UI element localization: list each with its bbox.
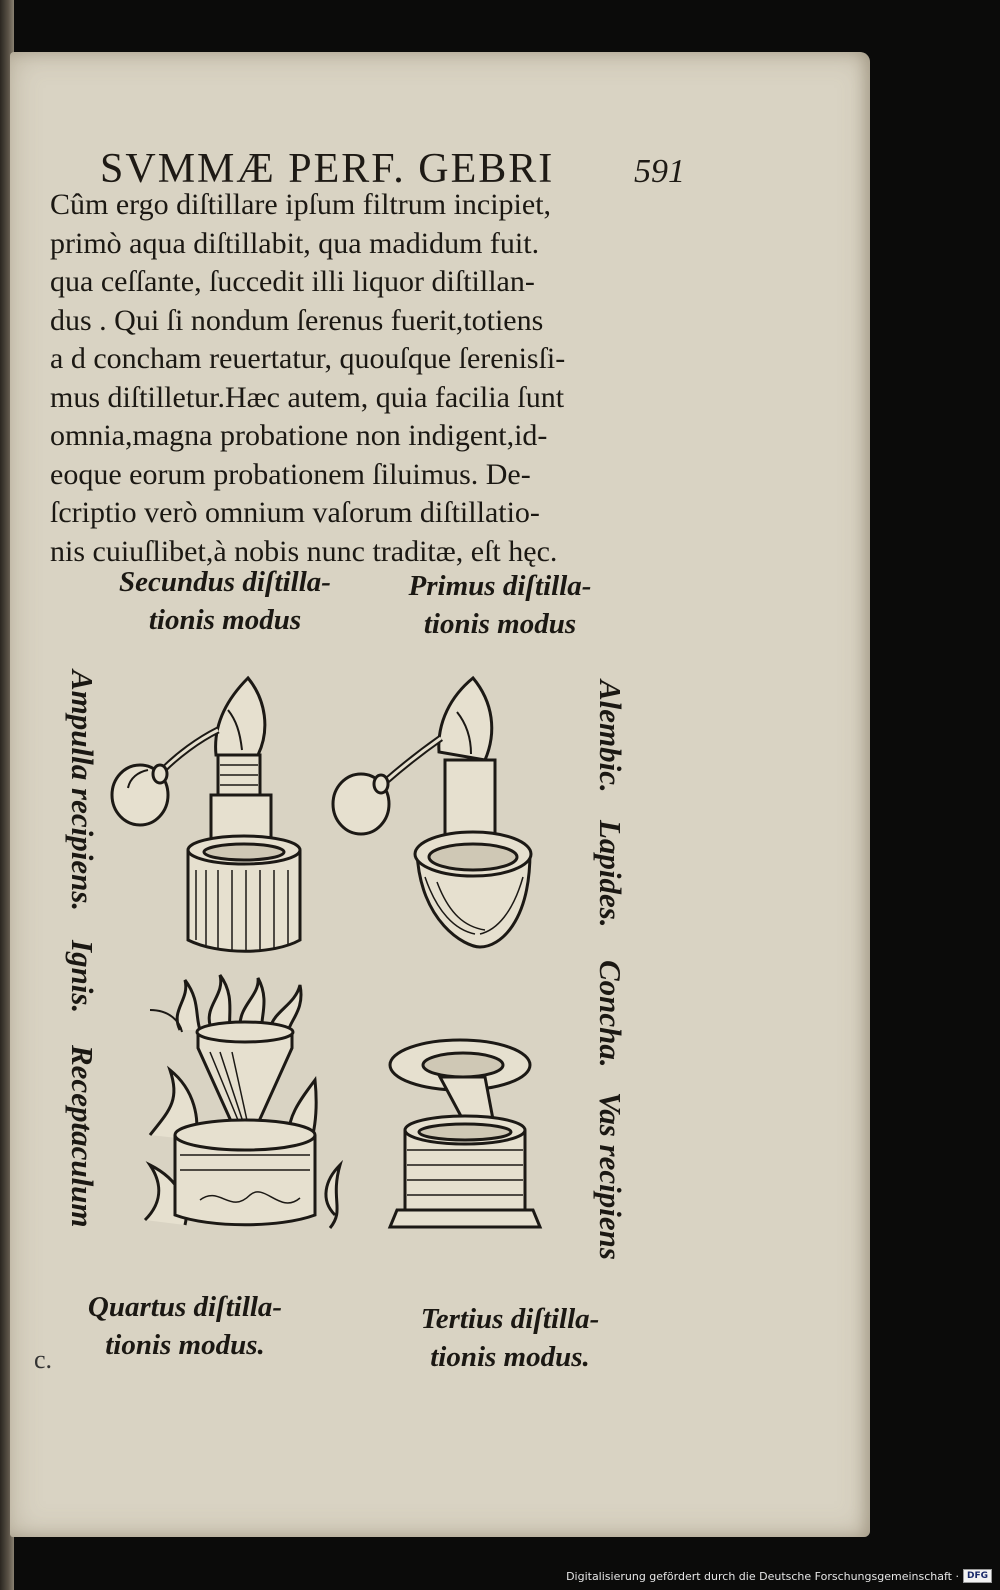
text-line: a d concham reuertatur, quouſque ſerenisſi- [50,342,566,375]
caption-line: Primus diſtilla- [408,570,592,602]
caption-line: tionis modus [148,604,302,636]
text-line: nis cuiuſlibet,à nobis nunc traditæ, eſt hęc. [50,534,558,568]
caption-secundus [105,563,345,639]
woodcut-quartus [140,970,345,1235]
label-receptaculum: Receptaculum [65,1045,100,1228]
woodcut-secundus [108,670,313,960]
caption-line: tionis modus. [430,1341,590,1373]
text-line: Cûm ergo diſtillare ipſum filtrum incipiet, [50,188,552,221]
label-alembic: Alembic. [593,680,628,793]
label-ignis: Ignis. [65,940,100,1014]
label-lapides: Lapides. [593,820,628,928]
caption-line: Tertius diſtilla- [420,1303,600,1335]
text-line: qua ceſſante, ſuccedit illi liquor diſtillan- [50,265,535,298]
label-ampulla-recipiens: Ampulla recipiens. [65,670,100,912]
text-line: ſcriptio verò omnium vaſorum diſtillatio- [50,496,540,529]
caption-line: Quartus diſtilla- [87,1291,283,1323]
margin-mark: c. [34,1345,53,1374]
footer-text: Digitalisierung gefördert durch die Deutsche Forschungsgemeinschaft · [566,1569,959,1583]
text-line: primò aqua diſtillabit, qua madidum fuit. [50,226,540,260]
text-line: omnia,magna probatione non indigent,id- [50,419,548,452]
caption-line: tionis modus. [105,1329,265,1361]
text-line: dus . Qui ſi nondum ſerenus fuerit,totiens [50,303,544,337]
label-concha: Concha. [593,960,628,1068]
caption-line: Secundus diſtilla- [119,566,331,598]
caption-primus [385,567,615,643]
dfg-logo: DFG [963,1569,992,1583]
label-vas-recipiens: Vas recipiens [593,1092,628,1260]
text-line: eoque eorum probationem ſiluimus. De- [50,457,531,491]
running-title: SVMMÆ PERF. GEBRI [100,146,555,192]
text-line: mus diſtilletur.Hæc autem, quia facilia ſunt [50,380,565,414]
caption-tertius [395,1300,625,1376]
caption-line: tionis modus [423,608,577,640]
body-paragraph [50,186,680,571]
woodcut-tertius [385,1035,545,1240]
caption-quartus [70,1288,300,1364]
woodcut-primus [325,672,540,957]
page-number: 591 [634,153,685,190]
digitization-footer [566,1566,992,1586]
